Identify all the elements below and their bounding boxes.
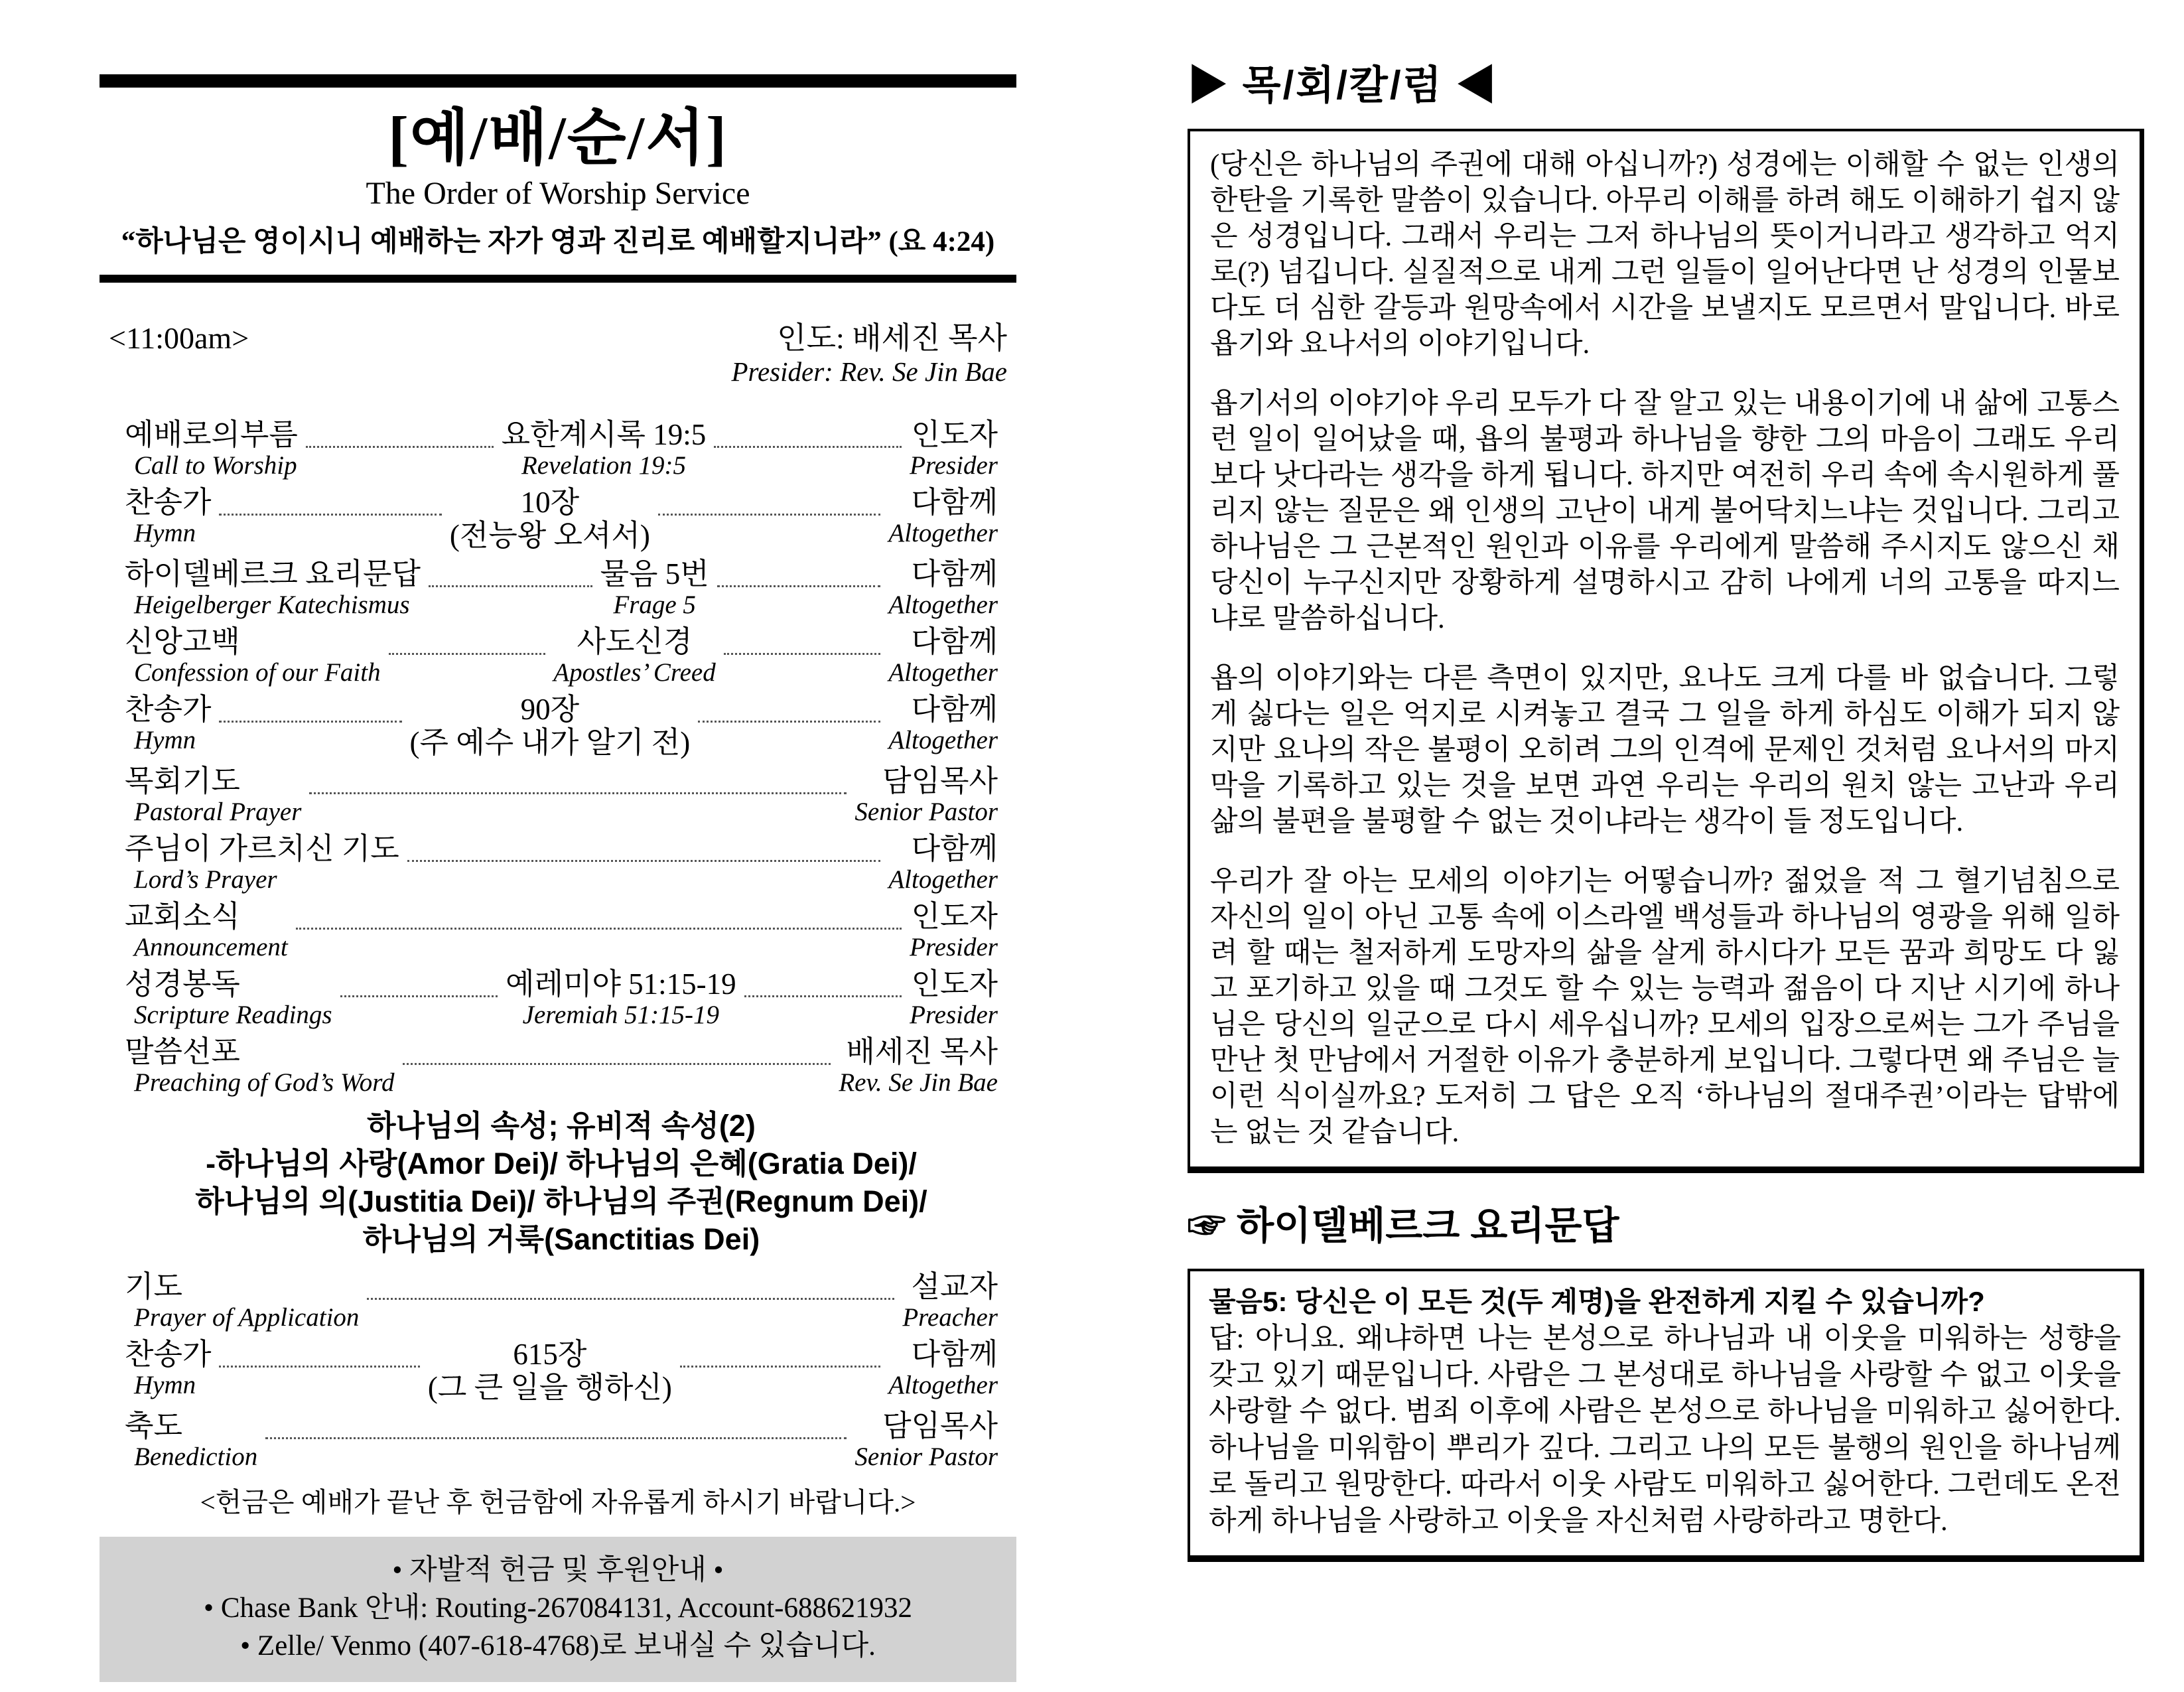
service-time-presider [100, 321, 1016, 388]
sermon-title-block [125, 1107, 998, 1258]
dotted-leader [389, 625, 546, 655]
pastor-column [1188, 64, 2144, 1562]
presider-korean: 인도: 배세진 목사 [777, 321, 1007, 355]
row-label-en: Announcement [134, 933, 288, 961]
row-role-ko: 다함께 [911, 625, 998, 658]
row-role-en: Senior Pastor [854, 1443, 998, 1471]
row-content-en: Revelation 19:5 [521, 451, 686, 480]
row-content-ko: 요한계시록 19:5 [501, 418, 707, 451]
row-label [125, 1409, 257, 1472]
row-label [125, 418, 298, 480]
row-label-en: Prayer of Application [134, 1303, 360, 1332]
order-row-hymn-1 [125, 486, 998, 552]
row-role [888, 486, 998, 548]
dotted-leader [265, 1409, 847, 1439]
row-content-ko: 615장 [513, 1338, 587, 1371]
pastor-column-box [1188, 129, 2144, 1173]
row-label-en: Heigelberger Katechismus [134, 591, 410, 619]
row-label-ko: 신앙고백 [125, 625, 240, 658]
dotted-leader [219, 693, 401, 723]
row-role-ko: 담임목사 [882, 1409, 998, 1443]
row-label [125, 967, 332, 1030]
row-role-ko: 설교자 [911, 1270, 998, 1303]
sermon-title-line-1: 하나님의 속성; 유비적 속성(2) [367, 1109, 756, 1143]
row-content-en: Frage 5 [613, 591, 696, 619]
row-role [902, 1270, 998, 1332]
row-role-en: Senior Pastor [854, 798, 998, 826]
row-role-ko: 다함께 [911, 1338, 998, 1371]
row-label-ko: 하이델베르크 요리문답 [125, 557, 421, 591]
row-role-ko: 인도자 [911, 418, 998, 451]
row-label-ko: 찬송가 [125, 486, 212, 519]
row-content [428, 1338, 672, 1404]
service-time: <11:00am> [109, 321, 249, 355]
row-role [888, 832, 998, 894]
row-content-en: Apostles’ Creed [553, 658, 716, 687]
order-row-preaching [125, 1035, 998, 1097]
column-paragraph-2: 욥기서의 이야기야 우리 모두가 다 잘 알고 있는 내용이기에 내 삶에 고통스런 일이 일어났을 때, 욥의 불평과 하나님을 향한 그의 마음이 그래도 우리보다 낫다라는 생각을 하게 됩니다. 하지만 여전히 우리 속에 속시원하게 풀리지 않는 질문은 왜 인생의 고난이 내게 불어닥치느냐는 것입니다. 그리고 하나님은 그 근본적인 원인과 이유를 우리에게 말씀해 주시지도 않으신 채 당신이 누구신지만 장황하게 설명하시고 감히 나에게 너의 고통을 따지느냐로 말씀하십니다. [1210, 388, 2120, 634]
row-role [910, 967, 998, 1030]
catechism-question: 물음5: 당신은 이 모든 것(두 계명)을 완전하게 지킬 수 있습니까? [1209, 1286, 1985, 1317]
row-label-en: Hymn [134, 1371, 196, 1399]
row-role-ko: 배세진 목사 [846, 1035, 998, 1068]
row-role-en: Altogether [888, 726, 998, 754]
dotted-leader [698, 693, 880, 723]
row-label-en: Preaching of God’s Word [134, 1068, 395, 1097]
row-label-en: Hymn [134, 726, 196, 754]
order-row-lords-prayer [125, 832, 998, 894]
dotted-leader [717, 557, 881, 587]
row-content-en: Jeremiah 51:15-19 [522, 1001, 720, 1029]
row-content-ko2: (그 큰 일을 행하신) [427, 1371, 672, 1404]
row-label-ko: 성경봉독 [125, 967, 240, 1001]
dotted-leader [744, 967, 902, 997]
row-label [125, 1270, 359, 1332]
giving-zelle-info: • Zelle/ Venmo (407-618-4768)로 보내실 수 있습니다. [240, 1630, 876, 1661]
sermon-title-line-2: -하나님의 사랑(Amor Dei)/ 하나님의 은혜(Gratia Dei)/ [206, 1147, 917, 1180]
row-content [553, 625, 715, 687]
presider-english: Presider: Rev. Se Jin Bae [731, 356, 1007, 387]
order-row-benediction [125, 1409, 998, 1472]
row-role [888, 1338, 998, 1400]
row-content-ko: 물음 5번 [600, 557, 709, 591]
row-content-ko: 10장 [520, 486, 580, 519]
column-paragraph-1: (당신은 하나님의 주권에 대해 아십니까?) 성경에는 이해할 수 없는 인생의 한탄을 기록한 말씀이 있습니다. 아무리 이해를 하려 해도 이해하기 쉽지 않은 성경입니다. 그래서 우리는 그저 하나님의 뜻이거니라고 생각하고 억지로(?) 넘깁니다. 실질적으로 내게 그런 일들이 일어난다면 난 성경의 인물보다도 더 심한 갈등과 원망속에서 시간을 보낼지도 모르면서 말입니다. 바로 욥기와 요나서의 이야기입니다. [1210, 149, 2120, 360]
row-label-ko: 주님이 가르치신 기도 [125, 832, 399, 865]
dotted-leader [658, 486, 880, 516]
row-role-ko: 인도자 [911, 967, 998, 1001]
giving-title: • 자발적 헌금 및 후원안내 • [392, 1555, 724, 1586]
row-role [854, 764, 998, 827]
row-label-ko: 목회기도 [125, 764, 240, 798]
dotted-leader [340, 967, 498, 997]
order-of-worship-column [100, 74, 1016, 1682]
row-role [888, 557, 998, 620]
row-label-ko: 말씀선포 [125, 1035, 240, 1068]
sermon-title-line-4: 하나님의 거룩(Sanctitias Dei) [362, 1222, 760, 1256]
row-label [125, 900, 288, 962]
row-label [125, 557, 421, 620]
offering-note: <헌금은 예배가 끝난 후 헌금함에 자유롭게 하시기 바랍니다.> [200, 1487, 916, 1517]
row-role-en: Altogether [888, 865, 998, 894]
row-label-ko: 예배로의부름 [125, 418, 298, 451]
dotted-leader [403, 1035, 831, 1065]
row-label [125, 625, 381, 687]
catechism-box [1188, 1269, 2144, 1562]
row-content [410, 693, 691, 759]
row-role-ko: 담임목사 [882, 764, 998, 798]
row-content-ko2: (주 예수 내가 알기 전) [409, 726, 691, 759]
dotted-leader [219, 486, 441, 516]
row-label-ko: 찬송가 [125, 693, 212, 726]
dotted-leader [367, 1270, 894, 1300]
row-role-ko: 다함께 [911, 832, 998, 865]
row-role-ko: 다함께 [911, 557, 998, 591]
row-role-en: Presider [910, 451, 998, 480]
row-label-en: Hymn [134, 519, 196, 547]
catechism-heading: ☞ 하이델베르크 요리문답 [1188, 1204, 1619, 1247]
pastor-column-heading: ▶ 목/회/칼/럼 ◀ [1188, 63, 1499, 107]
giving-bank-info: • Chase Bank 안내: Routing-267084131, Account-688621932 [204, 1592, 912, 1624]
row-label-en: Call to Worship [134, 451, 297, 480]
row-role-en: Presider [910, 1001, 998, 1029]
row-role [888, 625, 998, 687]
sermon-title-line-3: 하나님의 의(Justitia Dei)/ 하나님의 주권(Regnum Dei)/ [195, 1184, 927, 1218]
row-role-en: Preacher [902, 1303, 998, 1332]
column-paragraph-3: 욥의 이야기와는 다른 측면이 있지만, 요나도 크게 다를 바 없습니다. 그렇게 싫다는 일은 억지로 시켜놓고 결국 그 일을 하게 하심도 이해가 되지 않지만 요나의 작은 불평이 오히려 그의 인격에 문제인 것처럼 요나서의 마지막을 기록하고 있는 것을 보면 과연 우리는 우리의 원치 않는 고난과 우리 삶의 불편을 불평할 수 없는 것이냐라는 생각이 들 정도입니다. [1210, 663, 2120, 837]
row-role [910, 900, 998, 962]
order-row-hymn-3 [125, 1338, 998, 1404]
worship-title: [예/배/순/서] [388, 104, 728, 172]
order-row-confession [125, 625, 998, 687]
scripture-verse: “하나님은 영이시니 예배하는 자가 영과 진리로 예배할지니라” (요 4:24) [121, 226, 995, 257]
row-role-en: Altogether [888, 591, 998, 619]
row-label-en: Pastoral Prayer [134, 798, 302, 826]
row-role-en: Rev. Se Jin Bae [839, 1068, 998, 1097]
order-row-catechism [125, 557, 998, 620]
dotted-leader [309, 764, 847, 794]
order-row-pastoral-prayer [125, 764, 998, 827]
row-role [854, 1409, 998, 1472]
dotted-leader [714, 418, 902, 448]
row-content [502, 418, 707, 480]
column-paragraph-4: 우리가 잘 아는 모세의 이야기는 어떻습니까? 젊었을 적 그 혈기넘침으로 자신의 일이 아닌 고통 속에 이스라엘 백성들과 하나님의 영광을 위해 일하려 할 때는 철저하게 도망자의 삶을 살게 하시다가 모든 꿈과 희망도 다 잃고 포기하고 있을 때 그것도 할 수 있는 능력과 젊음이 다 지난 시기에 하나님은 당신의 일군으로 다시 세우십니까? 모세의 입장으로써는 그가 주님을 만난 첫 만남에서 거절한 이유가 충분하게 보입니다. 그렇다면 왜 주님은 늘 이런 식이실까요? 도저히 그 답은 오직 ‘하나님의 절대주권’이라는 답밖에는 없는 것 같습니다. [1210, 866, 2120, 1148]
row-role-ko: 인도자 [911, 900, 998, 933]
row-label [125, 693, 211, 755]
presider-block [731, 321, 1007, 388]
dotted-leader [407, 832, 881, 862]
dotted-leader [306, 418, 494, 448]
row-content-ko: 예레미야 51:15-19 [506, 967, 736, 1001]
order-row-call-to-worship [125, 418, 998, 480]
dotted-leader [429, 557, 592, 587]
giving-info-box [100, 1537, 1016, 1682]
order-row-scripture-reading [125, 967, 998, 1030]
row-label [125, 1035, 395, 1097]
row-content [450, 486, 650, 552]
row-role-en: Altogether [888, 658, 998, 687]
row-label-en: Benediction [134, 1443, 258, 1471]
order-row-application-prayer [125, 1270, 998, 1332]
row-label [125, 832, 399, 894]
worship-subtitle: The Order of Worship Service [366, 176, 750, 211]
dotted-leader [724, 625, 881, 655]
row-content-ko: 사도신경 [577, 625, 693, 658]
order-row-hymn-2 [125, 693, 998, 759]
catechism-answer: 답: 아니요. 왜냐하면 나는 본성으로 하나님과 내 이웃을 미워하는 성향을 갖고 있기 때문입니다. 사람은 그 본성대로 하나님을 사랑할 수 없고 이웃을 사랑할 수 없다. 범죄 이후에 사람은 본성으로 하나님을 미워하고 싫어한다. 하나님을 미워함이 뿌리가 깊다. 그리고 나의 모든 불행의 원인을 하나님께로 돌리고 원망한다. 따라서 이웃 사람도 미워하고 싫어한다. 그런데도 온전하게 하나님을 사랑하고 이웃을 자신처럼 사랑하라고 명한다. [1209, 1323, 2121, 1537]
order-rows [100, 418, 1016, 1472]
order-row-announcement [125, 900, 998, 962]
dotted-leader [219, 1338, 419, 1368]
row-label [125, 1338, 211, 1400]
dotted-leader [680, 1338, 880, 1368]
row-content-ko2: (전능왕 오셔서) [449, 519, 650, 552]
row-role [910, 418, 998, 480]
row-label-en: Lord’s Prayer [134, 865, 277, 894]
row-label-en: Scripture Readings [134, 1001, 332, 1029]
row-label-ko: 찬송가 [125, 1338, 212, 1371]
row-role-en: Altogether [888, 1371, 998, 1399]
row-role-en: Presider [910, 933, 998, 961]
row-label [125, 486, 211, 548]
row-role [839, 1035, 998, 1097]
row-content [506, 967, 736, 1030]
row-content [600, 557, 709, 620]
row-role [888, 693, 998, 755]
row-label-ko: 교회소식 [125, 900, 240, 933]
row-role-ko: 다함께 [911, 486, 998, 519]
row-label-en: Confession of our Faith [134, 658, 381, 687]
row-role-ko: 다함께 [911, 693, 998, 726]
row-label-ko: 축도 [125, 1409, 182, 1443]
row-label-ko: 기도 [125, 1270, 182, 1303]
top-rule [100, 74, 1016, 88]
row-role-en: Altogether [888, 519, 998, 547]
row-content-ko: 90장 [520, 693, 580, 726]
dotted-leader [296, 900, 902, 930]
bottom-rule [100, 275, 1016, 283]
row-label [125, 764, 301, 827]
